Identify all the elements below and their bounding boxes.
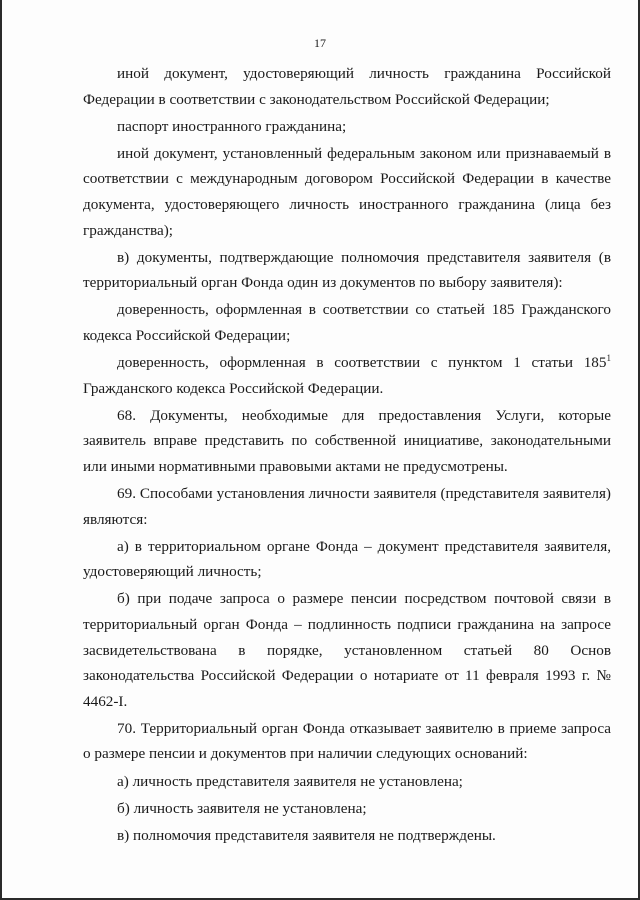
paragraph-power-of-attorney-185: доверенность, оформленная в соответствии со статьей 185 Гражданского кодекса Российской Федерации; — [83, 301, 611, 344]
paragraph-185-1-text-end: Гражданского кодекса Российской Федерации. — [83, 379, 384, 397]
paragraph-69-b: б) при подаче запроса о размере пенсии посредством почтовой связи в территориальный орган Фонда – подлинность подписи гражданина на запросе засвидетельствована в порядке, установленном статьей 80 Основ законодательства Российской Федерации о нотариате от 11 февраля 1993 г. № 4462-I. — [83, 590, 611, 710]
paragraph-foreign-id-document: иной документ, установленный федеральным законом или признаваемый в соответствии с международным договором Российской Федерации в качестве документа, удостоверяющего личность иностранного гражданина (лица без гражданства); — [83, 144, 611, 239]
page-number: 17 — [314, 36, 326, 50]
scan-edge-left — [0, 0, 2, 900]
paragraph-foreign-passport: паспорт иностранного гражданина; — [117, 117, 347, 135]
superscript-1: 1 — [606, 352, 611, 363]
paragraph-185-1-text: доверенность, оформленная в соответствии с пунктом 1 статьи 185 — [117, 354, 607, 372]
paragraph-70: 70. Территориальный орган Фонда отказывает заявителю в приеме запроса о размере пенсии и документов при наличии следующих оснований: — [83, 719, 611, 763]
paragraph-69: 69. Способами установления личности заявителя (представителя заявителя) являются: — [83, 485, 611, 528]
paragraph-69-a: а) в территориальном органе Фонда – документ представителя заявителя, удостоверяющий личность; — [83, 537, 611, 581]
paragraph-representative-documents: в) документы, подтверждающие полномочия представителя заявителя (в территориальный орган Фонда один из документов по выбору заявителя): — [83, 248, 611, 292]
paragraph-power-of-attorney-185-1 — [83, 350, 611, 401]
paragraph-70-b: б) личность заявителя не установлена; — [117, 799, 367, 817]
document-body — [83, 61, 611, 850]
paragraph-68: 68. Документы, необходимые для предоставления Услуги, которые заявитель вправе представить по собственной инициативе, законодательными или иными нормативными правовыми актами не предусмотрены. — [83, 406, 611, 475]
paragraph-russian-id-document: иной документ, удостоверяющий личность гражданина Российской Федерации в соответствии с законодательством Российской Федерации; — [83, 65, 611, 108]
paragraph-70-a: а) личность представителя заявителя не установлена; — [117, 772, 463, 790]
paragraph-70-c: в) полномочия представителя заявителя не подтверждены. — [117, 826, 496, 844]
